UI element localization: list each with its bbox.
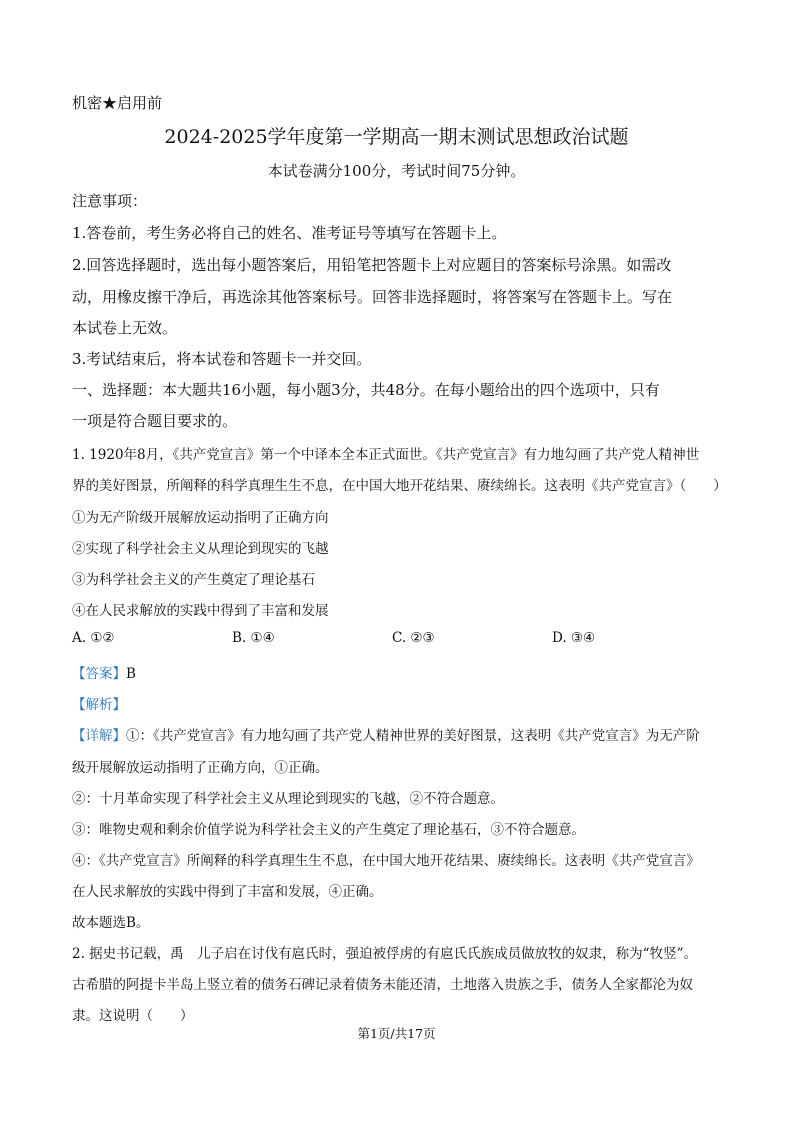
detail-text-1: ①：《共产党宣言》有力地勾画了共产党人精神世界的美好图景，这表明《共产党宣言》为无产阶 <box>126 728 700 744</box>
q1-detail-line-1 <box>72 724 700 744</box>
analysis-tag: 【解析】 <box>72 697 126 713</box>
q1-stem-line-1: 1. 1920年8月，《共产党宣言》第一个中译本全本正式面世。《共产党宣言》有力地勾画了共产党人精神世 <box>72 447 700 463</box>
q1-options <box>72 630 712 646</box>
section-heading-line-2: 一项是符合题目要求的。 <box>72 412 238 430</box>
note-2-line-2: 动，用橡皮擦干净后，再选涂其他答案标号。回答非选择题时，将答案写在答题卡上。写在 <box>72 288 673 306</box>
q1-option-d: D. ③④ <box>552 630 596 646</box>
notes-heading: 注意事项： <box>72 192 148 210</box>
q1-detail-line-6: 在人民求解放的实践中得到了丰富和发展，④正确。 <box>72 884 383 900</box>
q2-line-2: 古希腊的阿提卡半岛上竖立着的债务石碑记录着债务未能还清，土地落入贵族之手，债务人全家都沦为奴 <box>72 977 693 993</box>
answer-value: B <box>126 666 136 682</box>
q1-option-a: A. ①② <box>72 630 115 646</box>
q1-answer <box>72 662 136 682</box>
q1-statement-4: ④在人民求解放的实践中得到了丰富和发展 <box>72 603 329 619</box>
detail-tag: 【详解】 <box>72 728 126 744</box>
q1-stem-line-2: 界的美好图景，所阐释的科学真理生生不息，在中国大地开花结果、赓续绵长。这表明《共产党宣言》（ ） <box>72 478 727 494</box>
q1-conclusion: 故本题选B。 <box>72 915 150 931</box>
q2-line-3: 隶。这说明（ ） <box>72 1008 194 1024</box>
section-heading-line-1: 一、选择题：本大题共16小题，每小题3分，共48分。在每小题给出的四个选项中，只有 <box>72 381 660 399</box>
page-title: 2024-2025学年度第一学期高一期末测试思想政治试题 <box>164 126 629 148</box>
note-2-line-3: 本试卷上无效。 <box>72 319 178 337</box>
q1-detail-line-2: 级开展解放运动指明了正确方向，①正确。 <box>72 760 329 776</box>
note-2-line-1: 2.回答选择题时，选出每小题答案后，用铅笔把答题卡上对应题目的答案标号涂黑。如需改 <box>72 256 672 274</box>
note-3: 3.考试结束后，将本试卷和答题卡一并交回。 <box>72 350 372 368</box>
q2-line-1: 2. 据史书记载，禹 儿子启在讨伐有扈氏时，强迫被俘虏的有扈氏氏族成员做放牧的奴隶，称为“牧竖”。 <box>72 946 697 962</box>
q1-option-b: B. ①④ <box>232 630 275 646</box>
q1-detail-line-4: ③：唯物史观和剩余价值学说为科学社会主义的产生奠定了理论基石，③不符合题意。 <box>72 822 585 838</box>
q1-statement-3: ③为科学社会主义的产生奠定了理论基石 <box>72 572 315 588</box>
note-1: 1.答卷前，考生务必将自己的姓名、准考证号等填写在答题卡上。 <box>72 224 507 242</box>
q1-statement-2: ②实现了科学社会主义从理论到现实的飞越 <box>72 541 329 557</box>
q1-statement-1: ①为无产阶级开展解放运动指明了正确方向 <box>72 510 329 526</box>
confidential-label: 机密★启用前 <box>72 94 163 112</box>
page-number: 第1页/共17页 <box>357 1026 436 1041</box>
q1-detail-line-3: ②：十月革命实现了科学社会主义从理论到现实的飞越，②不符合题意。 <box>72 791 504 807</box>
q1-detail-line-5: ④：《共产党宣言》所阐释的科学真理生生不息，在中国大地开花结果、赓续绵长。这表明《共产党宣言》 <box>72 853 700 869</box>
q1-option-c: C. ②③ <box>392 630 435 646</box>
exam-info: 本试卷满分100分，考试时间75分钟。 <box>267 162 526 180</box>
answer-tag: 【答案】 <box>72 666 126 682</box>
